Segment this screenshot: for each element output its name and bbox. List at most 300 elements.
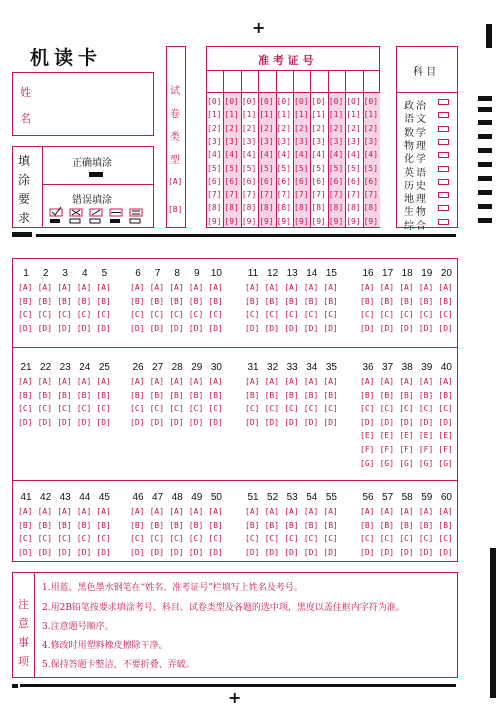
answer-bubble[interactable]: [D] [188, 417, 204, 427]
answer-bubble[interactable]: [C] [399, 404, 414, 414]
answer-bubble[interactable]: [D] [149, 417, 165, 427]
exam-digit-bubble[interactable]: [3] [207, 136, 222, 146]
exam-digit-bubble[interactable]: [4] [224, 150, 239, 160]
answer-bubble[interactable]: [B] [399, 296, 414, 306]
answer-bubble[interactable]: [C] [208, 534, 223, 544]
answer-bubble[interactable]: [C] [37, 310, 53, 320]
exam-digit-bubble[interactable]: [5] [276, 163, 292, 173]
answer-bubble[interactable]: [A] [438, 283, 453, 292]
answer-bubble[interactable]: [B] [399, 390, 414, 400]
answer-bubble[interactable]: [A] [399, 507, 414, 516]
answer-bubble[interactable]: [C] [18, 534, 33, 544]
answer-bubble[interactable]: [B] [284, 296, 299, 306]
answer-bubble[interactable]: [B] [399, 520, 414, 530]
answer-bubble[interactable]: [D] [37, 417, 53, 427]
exam-digit-bubble[interactable]: [2] [363, 123, 379, 133]
answer-bubble[interactable]: [D] [399, 323, 414, 333]
answer-bubble[interactable]: [A] [264, 507, 280, 516]
answer-bubble[interactable]: [A] [169, 507, 184, 516]
answer-bubble[interactable]: [B] [18, 296, 33, 306]
answer-bubble[interactable]: [C] [96, 534, 111, 544]
answer-bubble[interactable]: [D] [208, 323, 223, 333]
answer-bubble[interactable]: [B] [360, 390, 375, 400]
answer-bubble[interactable]: [D] [57, 547, 72, 557]
answer-bubble[interactable]: [B] [188, 520, 204, 530]
answer-bubble[interactable]: [D] [96, 417, 111, 427]
exam-digit-bubble[interactable]: [1] [328, 110, 344, 120]
answer-bubble[interactable]: [C] [284, 404, 299, 414]
answer-bubble[interactable]: [D] [37, 323, 53, 333]
answer-bubble[interactable]: [C] [188, 534, 204, 544]
exam-digit-bubble[interactable]: [0] [259, 97, 274, 106]
answer-bubble[interactable]: [D] [96, 323, 111, 333]
answer-bubble[interactable]: [A] [245, 377, 260, 386]
exam-digit-bubble[interactable]: [3] [311, 136, 326, 146]
answer-bubble[interactable]: [A] [76, 283, 92, 292]
answer-bubble[interactable]: [C] [57, 534, 72, 544]
answer-bubble[interactable]: [C] [438, 534, 453, 544]
answer-bubble[interactable]: [A] [169, 377, 184, 386]
answer-bubble[interactable]: [E] [438, 431, 453, 441]
answer-bubble[interactable]: [B] [379, 390, 395, 400]
exam-digit-bubble[interactable]: [9] [276, 216, 292, 226]
answer-bubble[interactable]: [A] [149, 377, 165, 386]
answer-bubble[interactable]: [C] [130, 310, 145, 320]
answer-bubble[interactable]: [C] [360, 534, 375, 544]
exam-digit-bubble[interactable]: [8] [363, 203, 379, 213]
exam-digit-bubble[interactable]: [6] [294, 176, 309, 186]
answer-bubble[interactable]: [D] [360, 323, 375, 333]
exam-digit-bubble[interactable]: [6] [259, 176, 274, 186]
exam-digit-bubble[interactable]: [6] [363, 176, 379, 186]
exam-digit-bubble[interactable]: [3] [259, 136, 274, 146]
exam-digit-bubble[interactable]: [5] [346, 163, 361, 173]
exam-digit-bubble[interactable]: [1] [363, 110, 379, 120]
answer-bubble[interactable]: [A] [37, 377, 53, 386]
exam-digit-bubble[interactable]: [9] [224, 216, 239, 226]
answer-bubble[interactable]: [B] [245, 520, 260, 530]
answer-bubble[interactable]: [B] [284, 390, 299, 400]
answer-bubble[interactable]: [D] [188, 323, 204, 333]
answer-bubble[interactable]: [G] [360, 458, 375, 468]
answer-bubble[interactable]: [B] [96, 520, 111, 530]
answer-bubble[interactable]: [B] [149, 296, 165, 306]
answer-bubble[interactable]: [C] [96, 404, 111, 414]
answer-bubble[interactable]: [B] [169, 390, 184, 400]
exam-digit-bubble[interactable]: [3] [363, 136, 379, 146]
exam-digit-bubble[interactable]: [5] [207, 163, 222, 173]
answer-bubble[interactable]: [B] [169, 296, 184, 306]
exam-digit-bubble[interactable]: [5] [328, 163, 344, 173]
exam-digit-bubble[interactable]: [7] [207, 190, 222, 200]
answer-bubble[interactable]: [A] [360, 507, 375, 516]
exam-digit-bubble[interactable]: [0] [363, 97, 379, 106]
answer-bubble[interactable]: [B] [130, 390, 145, 400]
exam-digit-bubble[interactable]: [7] [276, 190, 292, 200]
exam-digit-bubble[interactable]: [4] [207, 150, 222, 160]
exam-digit-bubble[interactable]: [8] [346, 203, 361, 213]
answer-bubble[interactable]: [A] [169, 283, 184, 292]
exam-digit-bubble[interactable]: [0] [241, 97, 257, 106]
answer-bubble[interactable]: [D] [360, 547, 375, 557]
subject-bubble[interactable] [438, 205, 449, 211]
answer-bubble[interactable]: [A] [379, 507, 395, 516]
exam-digit-bubble[interactable]: [2] [328, 123, 344, 133]
answer-bubble[interactable]: [F] [418, 445, 434, 454]
answer-bubble[interactable]: [C] [37, 534, 53, 544]
exam-digit-bubble[interactable]: [0] [224, 97, 239, 106]
answer-bubble[interactable]: [C] [284, 534, 299, 544]
answer-bubble[interactable]: [A] [18, 507, 33, 516]
answer-bubble[interactable]: [D] [438, 547, 453, 557]
answer-bubble[interactable]: [B] [264, 390, 280, 400]
answer-bubble[interactable]: [C] [418, 310, 434, 320]
answer-bubble[interactable]: [A] [438, 377, 453, 386]
answer-bubble[interactable]: [A] [130, 507, 145, 516]
answer-bubble[interactable]: [A] [37, 507, 53, 516]
exam-digit-bubble[interactable]: [5] [259, 163, 274, 173]
answer-bubble[interactable]: [C] [303, 534, 319, 544]
answer-bubble[interactable]: [B] [303, 390, 319, 400]
answer-bubble[interactable]: [A] [418, 283, 434, 292]
answer-bubble[interactable]: [B] [37, 520, 53, 530]
answer-bubble[interactable]: [B] [96, 390, 111, 400]
answer-bubble[interactable]: [D] [284, 547, 299, 557]
answer-bubble[interactable]: [A] [149, 283, 165, 292]
answer-bubble[interactable]: [C] [57, 310, 72, 320]
answer-bubble[interactable]: [B] [438, 296, 453, 306]
answer-bubble[interactable]: [B] [303, 520, 319, 530]
answer-bubble[interactable]: [B] [76, 520, 92, 530]
exam-digit-bubble[interactable]: [0] [294, 97, 309, 106]
exam-digit-bubble[interactable]: [1] [346, 110, 361, 120]
exam-digit-bubble[interactable]: [3] [346, 136, 361, 146]
answer-bubble[interactable]: [B] [76, 296, 92, 306]
answer-bubble[interactable]: [B] [284, 520, 299, 530]
exam-digit-bubble[interactable]: [5] [363, 163, 379, 173]
answer-bubble[interactable]: [B] [37, 296, 53, 306]
exam-digit-bubble[interactable]: [4] [311, 150, 326, 160]
exam-digit-bubble[interactable]: [1] [259, 110, 274, 120]
exam-digit-bubble[interactable]: [4] [241, 150, 257, 160]
exam-digit-bubble[interactable]: [6] [241, 176, 257, 186]
subject-bubble[interactable] [438, 99, 449, 105]
answer-bubble[interactable]: [C] [188, 404, 204, 414]
answer-bubble[interactable]: [B] [130, 296, 145, 306]
answer-bubble[interactable]: [C] [18, 404, 33, 414]
answer-bubble[interactable]: [A] [379, 283, 395, 292]
answer-bubble[interactable]: [B] [57, 296, 72, 306]
answer-bubble[interactable]: [D] [360, 417, 375, 427]
exam-digit-bubble[interactable]: [4] [363, 150, 379, 160]
answer-bubble[interactable]: [D] [399, 547, 414, 557]
answer-bubble[interactable]: [C] [379, 534, 395, 544]
answer-bubble[interactable]: [B] [379, 520, 395, 530]
exam-digit-bubble[interactable]: [7] [346, 190, 361, 200]
subject-bubble[interactable] [438, 139, 449, 145]
answer-bubble[interactable]: [A] [303, 507, 319, 516]
answer-bubble[interactable]: [D] [208, 417, 223, 427]
answer-bubble[interactable]: [G] [438, 458, 453, 468]
answer-bubble[interactable]: [B] [208, 520, 223, 530]
answer-bubble[interactable]: [A] [418, 507, 434, 516]
answer-bubble[interactable]: [C] [149, 534, 165, 544]
exam-digit-bubble[interactable]: [0] [346, 97, 361, 106]
answer-bubble[interactable]: [A] [96, 377, 111, 386]
answer-bubble[interactable]: [C] [57, 404, 72, 414]
answer-bubble[interactable]: [D] [418, 547, 434, 557]
exam-digit-bubble[interactable]: [5] [241, 163, 257, 173]
answer-bubble[interactable]: [C] [96, 310, 111, 320]
answer-bubble[interactable]: [C] [188, 310, 204, 320]
exam-digit-bubble[interactable]: [2] [259, 123, 274, 133]
answer-bubble[interactable]: [A] [303, 377, 319, 386]
answer-bubble[interactable]: [A] [399, 377, 414, 386]
answer-bubble[interactable]: [D] [169, 323, 184, 333]
answer-bubble[interactable]: [C] [130, 534, 145, 544]
answer-bubble[interactable]: [D] [149, 323, 165, 333]
exam-digit-bubble[interactable]: [4] [328, 150, 344, 160]
exam-digit-bubble[interactable]: [0] [311, 97, 326, 106]
answer-bubble[interactable]: [A] [188, 507, 204, 516]
answer-bubble[interactable]: [A] [323, 507, 338, 516]
answer-bubble[interactable]: [B] [323, 390, 338, 400]
answer-bubble[interactable]: [B] [264, 296, 280, 306]
answer-bubble[interactable]: [D] [188, 547, 204, 557]
answer-bubble[interactable]: [D] [323, 417, 338, 427]
exam-digit-bubble[interactable]: [0] [207, 97, 222, 106]
answer-bubble[interactable]: [A] [18, 283, 33, 292]
answer-bubble[interactable]: [A] [303, 283, 319, 292]
answer-bubble[interactable]: [D] [57, 323, 72, 333]
exam-digit-bubble[interactable]: [3] [328, 136, 344, 146]
answer-bubble[interactable]: [C] [379, 404, 395, 414]
exam-digit-bubble[interactable]: [1] [276, 110, 292, 120]
answer-bubble[interactable]: [A] [37, 283, 53, 292]
answer-bubble[interactable]: [A] [245, 283, 260, 292]
answer-bubble[interactable]: [D] [379, 417, 395, 427]
answer-bubble[interactable]: [C] [399, 310, 414, 320]
exam-digit-bubble[interactable]: [3] [224, 136, 239, 146]
answer-bubble[interactable]: [B] [188, 296, 204, 306]
paper-type-option-a[interactable]: [A] [168, 177, 183, 186]
answer-bubble[interactable]: [D] [130, 547, 145, 557]
answer-bubble[interactable]: [A] [76, 507, 92, 516]
exam-digit-bubble[interactable]: [3] [294, 136, 309, 146]
answer-bubble[interactable]: [C] [399, 534, 414, 544]
exam-digit-bubble[interactable]: [8] [259, 203, 274, 213]
answer-bubble[interactable]: [B] [208, 390, 223, 400]
answer-bubble[interactable]: [A] [360, 283, 375, 292]
exam-digit-bubble[interactable]: [9] [259, 216, 274, 226]
answer-bubble[interactable]: [A] [323, 377, 338, 386]
subject-bubble[interactable] [438, 192, 449, 198]
answer-bubble[interactable]: [C] [245, 534, 260, 544]
exam-digit-bubble[interactable]: [9] [346, 216, 361, 226]
answer-bubble[interactable]: [D] [438, 323, 453, 333]
answer-bubble[interactable]: [D] [130, 323, 145, 333]
answer-bubble[interactable]: [C] [76, 534, 92, 544]
answer-bubble[interactable]: [D] [37, 547, 53, 557]
answer-bubble[interactable]: [B] [57, 520, 72, 530]
answer-bubble[interactable]: [A] [264, 283, 280, 292]
answer-bubble[interactable]: [A] [149, 507, 165, 516]
answer-bubble[interactable]: [D] [18, 547, 33, 557]
answer-bubble[interactable]: [B] [130, 520, 145, 530]
answer-bubble[interactable]: [E] [360, 431, 375, 441]
exam-digit-bubble[interactable]: [4] [259, 150, 274, 160]
answer-bubble[interactable]: [B] [379, 296, 395, 306]
answer-bubble[interactable]: [C] [438, 404, 453, 414]
answer-bubble[interactable]: [C] [208, 404, 223, 414]
answer-bubble[interactable]: [B] [149, 520, 165, 530]
exam-digit-bubble[interactable]: [2] [346, 123, 361, 133]
answer-bubble[interactable]: [B] [37, 390, 53, 400]
answer-bubble[interactable]: [D] [399, 417, 414, 427]
answer-bubble[interactable]: [D] [379, 547, 395, 557]
answer-bubble[interactable]: [D] [96, 547, 111, 557]
exam-digit-bubble[interactable]: [7] [328, 190, 344, 200]
answer-bubble[interactable]: [F] [399, 445, 414, 454]
answer-bubble[interactable]: [D] [264, 323, 280, 333]
answer-bubble[interactable]: [B] [360, 296, 375, 306]
answer-bubble[interactable]: [C] [264, 310, 280, 320]
answer-bubble[interactable]: [D] [303, 417, 319, 427]
answer-bubble[interactable]: [C] [37, 404, 53, 414]
answer-bubble[interactable]: [D] [169, 547, 184, 557]
subject-bubble[interactable] [438, 112, 449, 118]
answer-bubble[interactable]: [D] [57, 417, 72, 427]
exam-digit-bubble[interactable]: [2] [241, 123, 257, 133]
exam-digit-bubble[interactable]: [5] [311, 163, 326, 173]
exam-digit-bubble[interactable]: [3] [241, 136, 257, 146]
answer-bubble[interactable]: [B] [438, 520, 453, 530]
answer-bubble[interactable]: [B] [323, 520, 338, 530]
answer-bubble[interactable]: [D] [208, 547, 223, 557]
answer-bubble[interactable]: [C] [323, 534, 338, 544]
answer-bubble[interactable]: [C] [323, 310, 338, 320]
exam-digit-bubble[interactable]: [0] [328, 97, 344, 106]
exam-digit-bubble[interactable]: [7] [363, 190, 379, 200]
answer-bubble[interactable]: [C] [418, 534, 434, 544]
exam-digit-bubble[interactable]: [9] [241, 216, 257, 226]
exam-digit-bubble[interactable]: [6] [311, 176, 326, 186]
exam-digit-bubble[interactable]: [9] [294, 216, 309, 226]
exam-digit-bubble[interactable]: [8] [328, 203, 344, 213]
answer-bubble[interactable]: [C] [208, 310, 223, 320]
answer-bubble[interactable]: [C] [264, 404, 280, 414]
answer-bubble[interactable]: [B] [245, 390, 260, 400]
answer-bubble[interactable]: [D] [303, 547, 319, 557]
answer-bubble[interactable]: [E] [418, 431, 434, 441]
answer-bubble[interactable]: [E] [379, 431, 395, 441]
exam-digit-bubble[interactable]: [7] [224, 190, 239, 200]
answer-bubble[interactable]: [B] [418, 390, 434, 400]
answer-bubble[interactable]: [C] [245, 310, 260, 320]
answer-bubble[interactable]: [B] [418, 296, 434, 306]
answer-bubble[interactable]: [D] [149, 547, 165, 557]
answer-bubble[interactable]: [B] [188, 390, 204, 400]
exam-digit-bubble[interactable]: [4] [346, 150, 361, 160]
answer-bubble[interactable]: [D] [323, 547, 338, 557]
answer-bubble[interactable]: [A] [130, 283, 145, 292]
exam-digit-bubble[interactable]: [8] [294, 203, 309, 213]
exam-digit-bubble[interactable]: [6] [276, 176, 292, 186]
answer-bubble[interactable]: [C] [169, 534, 184, 544]
answer-bubble[interactable]: [A] [418, 377, 434, 386]
answer-bubble[interactable]: [C] [149, 404, 165, 414]
answer-bubble[interactable]: [F] [438, 445, 453, 454]
answer-bubble[interactable]: [D] [18, 417, 33, 427]
answer-bubble[interactable]: [B] [96, 296, 111, 306]
exam-digit-bubble[interactable]: [9] [311, 216, 326, 226]
exam-digit-bubble[interactable]: [7] [294, 190, 309, 200]
answer-bubble[interactable]: [B] [76, 390, 92, 400]
exam-digit-bubble[interactable]: [8] [241, 203, 257, 213]
answer-bubble[interactable]: [C] [76, 404, 92, 414]
answer-bubble[interactable]: [A] [96, 507, 111, 516]
answer-bubble[interactable]: [A] [208, 377, 223, 386]
answer-bubble[interactable]: [A] [96, 283, 111, 292]
answer-bubble[interactable]: [B] [18, 520, 33, 530]
answer-bubble[interactable]: [D] [284, 417, 299, 427]
answer-bubble[interactable]: [C] [360, 404, 375, 414]
answer-bubble[interactable]: [A] [188, 283, 204, 292]
exam-digit-bubble[interactable]: [8] [311, 203, 326, 213]
answer-bubble[interactable]: [B] [264, 520, 280, 530]
answer-bubble[interactable]: [A] [130, 377, 145, 386]
exam-digit-bubble[interactable]: [2] [207, 123, 222, 133]
answer-bubble[interactable]: [C] [303, 310, 319, 320]
answer-bubble[interactable]: [B] [169, 520, 184, 530]
answer-bubble[interactable]: [A] [57, 283, 72, 292]
answer-bubble[interactable]: [D] [264, 547, 280, 557]
exam-digit-bubble[interactable]: [7] [241, 190, 257, 200]
exam-digit-bubble[interactable]: [5] [294, 163, 309, 173]
exam-digit-bubble[interactable]: [5] [224, 163, 239, 173]
answer-bubble[interactable]: [B] [360, 520, 375, 530]
answer-bubble[interactable]: [A] [360, 377, 375, 386]
answer-bubble[interactable]: [A] [18, 377, 33, 386]
answer-bubble[interactable]: [B] [208, 296, 223, 306]
answer-bubble[interactable]: [B] [418, 520, 434, 530]
answer-bubble[interactable]: [D] [76, 417, 92, 427]
answer-bubble[interactable]: [C] [18, 310, 33, 320]
answer-bubble[interactable]: [A] [57, 507, 72, 516]
answer-bubble[interactable]: [D] [245, 417, 260, 427]
answer-bubble[interactable]: [D] [130, 417, 145, 427]
exam-digit-bubble[interactable]: [8] [207, 203, 222, 213]
exam-digit-bubble[interactable]: [8] [224, 203, 239, 213]
subject-bubble[interactable] [438, 219, 449, 225]
answer-bubble[interactable]: [D] [284, 323, 299, 333]
exam-digit-bubble[interactable]: [2] [224, 123, 239, 133]
answer-bubble[interactable]: [D] [169, 417, 184, 427]
answer-bubble[interactable]: [A] [208, 507, 223, 516]
answer-bubble[interactable]: [C] [438, 310, 453, 320]
answer-bubble[interactable]: [D] [379, 323, 395, 333]
answer-bubble[interactable]: [D] [323, 323, 338, 333]
answer-bubble[interactable]: [D] [438, 417, 453, 427]
answer-bubble[interactable]: [A] [399, 283, 414, 292]
answer-bubble[interactable]: [D] [76, 547, 92, 557]
answer-bubble[interactable]: [B] [245, 296, 260, 306]
answer-bubble[interactable]: [D] [245, 547, 260, 557]
answer-bubble[interactable]: [A] [284, 283, 299, 292]
exam-digit-bubble[interactable]: [8] [276, 203, 292, 213]
answer-bubble[interactable]: [E] [399, 431, 414, 441]
exam-digit-bubble[interactable]: [9] [207, 216, 222, 226]
